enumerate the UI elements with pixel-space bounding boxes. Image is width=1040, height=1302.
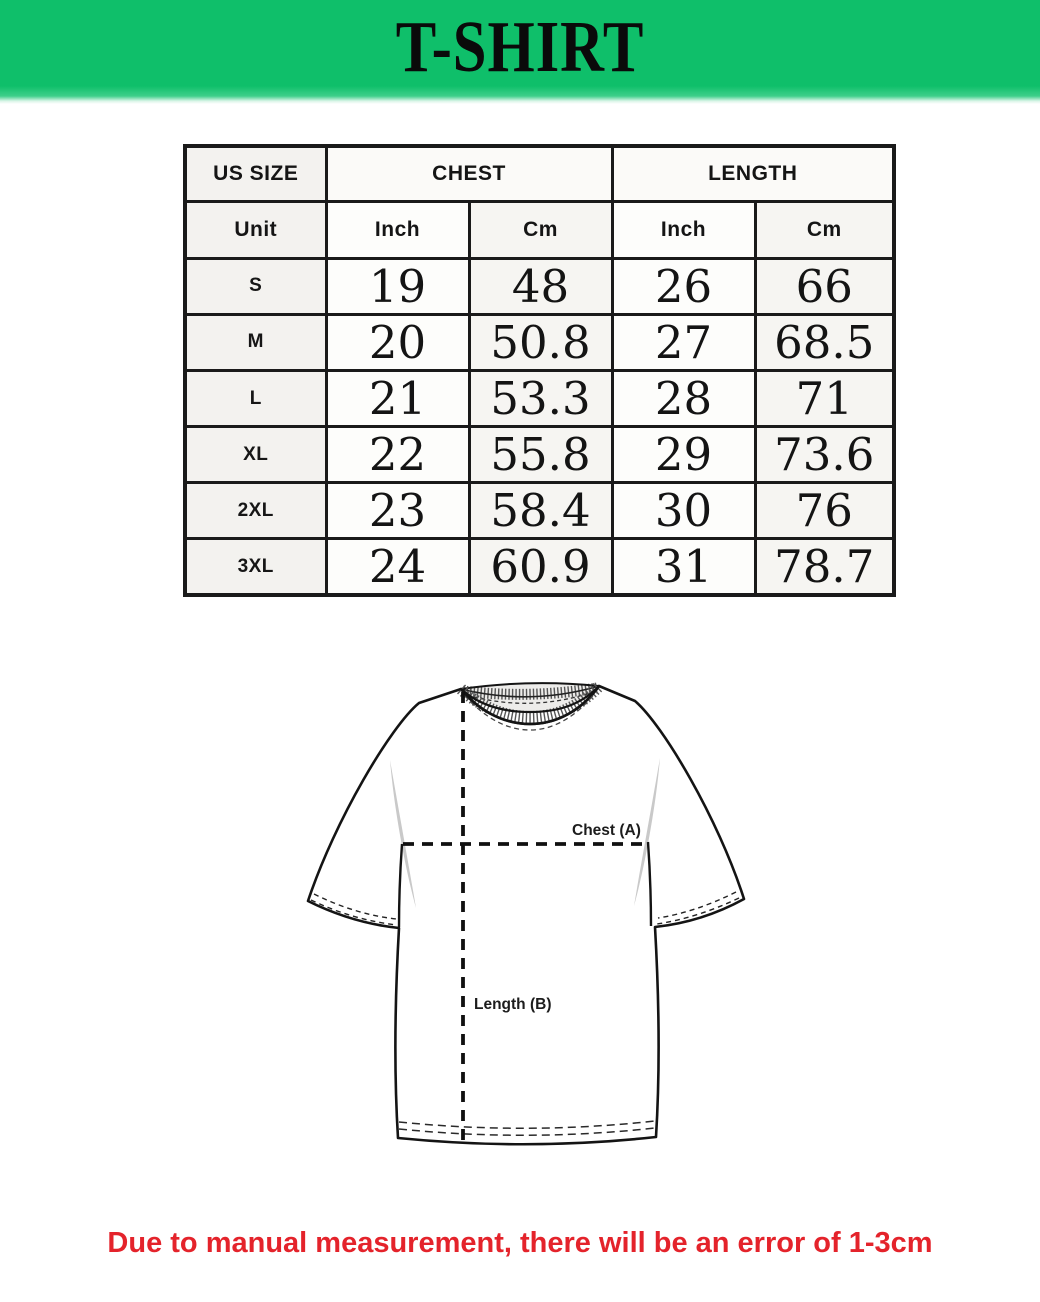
size-label: M bbox=[247, 331, 264, 353]
chest-inch-value: 22 bbox=[368, 428, 427, 482]
header-us-size: US SIZE bbox=[185, 146, 326, 201]
chest-cm-value: 55.8 bbox=[490, 428, 591, 482]
chest-cm-cell: Cm bbox=[469, 201, 612, 258]
chest-cm-value: 53.3 bbox=[490, 372, 591, 426]
table-row bbox=[185, 427, 894, 483]
length-inch-cell: Inch bbox=[612, 201, 755, 258]
measurement-disclaimer: Due to manual measurement, there will be an error of 1-3cm bbox=[107, 1227, 933, 1259]
header-chest: CHEST bbox=[326, 146, 612, 201]
length-cm-cell: Cm bbox=[755, 201, 894, 258]
length-label: Length (B) bbox=[474, 996, 552, 1013]
length-cm-value: 66 bbox=[795, 259, 853, 313]
length-inch-value: 26 bbox=[654, 259, 713, 313]
unit-cell: Unit bbox=[185, 201, 326, 258]
length-cm-value: 71 bbox=[795, 372, 853, 426]
table-row bbox=[185, 258, 894, 314]
tshirt-diagram bbox=[295, 668, 755, 1168]
length-inch-value: 31 bbox=[654, 540, 713, 594]
size-label: 2XL bbox=[237, 499, 274, 521]
length-cm-value: 68.5 bbox=[774, 315, 875, 369]
chest-cm-value: 50.8 bbox=[490, 315, 591, 369]
chest-cm-value: 60.9 bbox=[490, 540, 591, 594]
length-cm-value: 73.6 bbox=[774, 428, 875, 482]
length-inch-value: 29 bbox=[654, 428, 713, 482]
table-row bbox=[185, 314, 894, 370]
length-inch-value: 30 bbox=[654, 484, 713, 538]
tshirt-drawing bbox=[295, 668, 755, 1168]
length-inch-value: 28 bbox=[654, 372, 713, 426]
chest-inch-value: 20 bbox=[368, 315, 427, 369]
length-cm-value: 76 bbox=[795, 484, 853, 538]
size-table bbox=[183, 144, 896, 597]
chest-inch-value: 19 bbox=[368, 259, 427, 313]
header-length: LENGTH bbox=[612, 146, 894, 201]
chest-label: Chest (A) bbox=[572, 822, 641, 839]
chest-cm-value: 58.4 bbox=[490, 484, 591, 538]
chest-inch-cell: Inch bbox=[326, 201, 469, 258]
length-inch-value: 27 bbox=[654, 315, 713, 369]
chest-inch-value: 24 bbox=[368, 540, 427, 594]
table-row bbox=[185, 370, 894, 426]
chest-cm-value: 48 bbox=[511, 259, 570, 313]
size-label: S bbox=[249, 275, 263, 297]
table-header-row bbox=[185, 146, 894, 201]
banner bbox=[0, 0, 1040, 104]
table-row bbox=[185, 539, 894, 595]
chest-inch-value: 23 bbox=[368, 484, 427, 538]
size-label: 3XL bbox=[237, 555, 274, 577]
length-cm-value: 78.7 bbox=[774, 540, 875, 594]
size-label: XL bbox=[243, 443, 269, 465]
page-title: T-SHIRT bbox=[395, 7, 645, 88]
table-row bbox=[185, 483, 894, 539]
size-label: L bbox=[249, 387, 262, 409]
table-unit-row bbox=[185, 201, 894, 258]
chest-inch-value: 21 bbox=[368, 372, 427, 426]
